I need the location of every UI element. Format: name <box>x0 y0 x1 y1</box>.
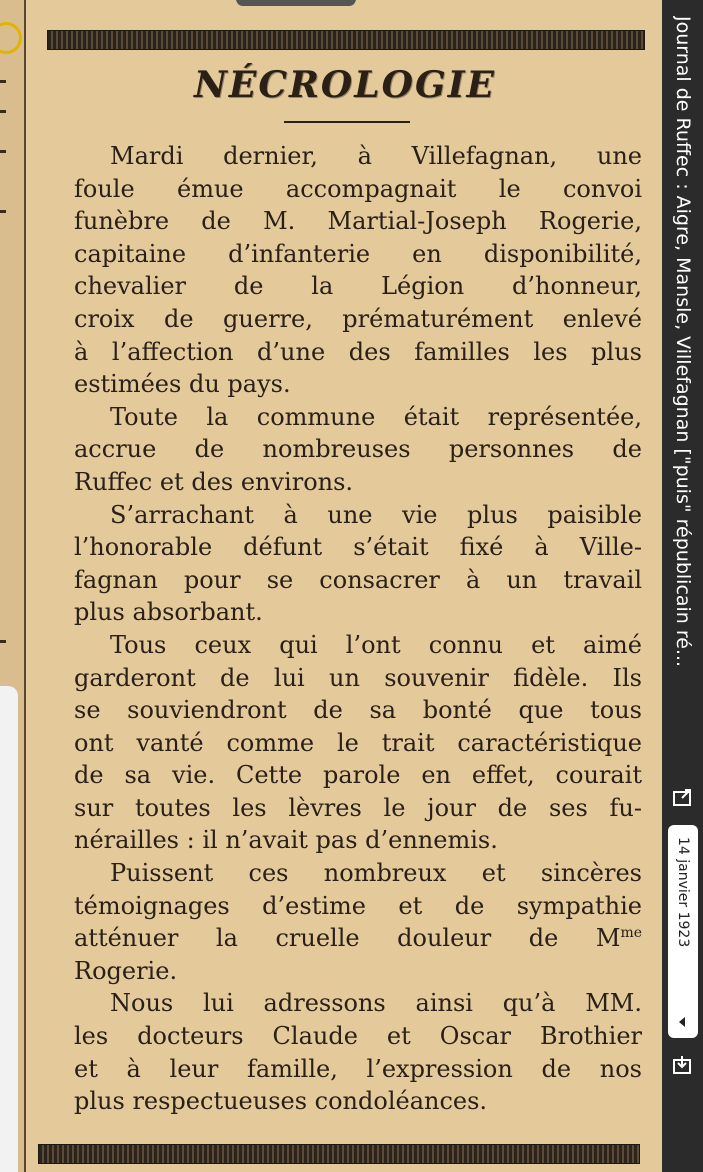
text-line: plus respectueuses condoléances. <box>74 1087 488 1116</box>
text-line: Toute la commune était représentée, <box>110 402 642 431</box>
date-selector[interactable] <box>668 825 698 1038</box>
text-line: Rogerie. <box>74 956 178 985</box>
paragraph <box>38 857 642 987</box>
top-decorative-rule <box>47 30 645 50</box>
download-icon[interactable] <box>672 1054 694 1076</box>
text-line: l’honorable défunt s’était fixé à Ville- <box>74 533 642 562</box>
drag-handle[interactable] <box>236 0 356 6</box>
text-line: Mardi dernier, à Villefagnan, une <box>110 142 642 170</box>
text-line: capitaine d’infanterie en disponibilité, <box>74 239 642 268</box>
text-line: Tous ceux qui l’ont connu et aimé <box>110 630 642 659</box>
paragraph <box>38 140 642 401</box>
superscript: me <box>620 925 642 942</box>
text-line: témoignages d’estime et de sympathie <box>74 891 642 920</box>
text-line: Nous lui adressons ainsi qu’à MM. <box>110 989 642 1018</box>
text-line: plus absorbant. <box>74 598 263 627</box>
text-line: les docteurs Claude et Oscar Brothier <box>74 1022 642 1051</box>
text-line: accrue de nombreuses personnes de <box>74 435 642 464</box>
share-icon[interactable] <box>672 786 694 808</box>
paragraph <box>38 987 642 1117</box>
issue-date: 14 janvier 1923 <box>675 837 691 948</box>
text-line: sur toutes les lèvres le jour de ses fu- <box>74 793 642 822</box>
paragraph <box>38 401 642 499</box>
document-sidebar <box>662 0 703 1172</box>
text-line: S’arrachant à une vie plus paisible <box>110 500 642 529</box>
text-line: funèbre de M. Martial-Joseph Rogerie, <box>74 207 642 236</box>
text-line: ont vanté comme le trait caractéristique <box>74 728 642 757</box>
text-line: foule émue accompagnait le convoi <box>74 174 642 203</box>
text-line: croix de guerre, prématurément enlevé <box>74 304 642 333</box>
text-line <box>38 922 642 955</box>
text-line: chevalier de la Légion d’honneur, <box>74 272 642 301</box>
text-fragment: atténuer la cruelle douleur de M <box>74 924 621 953</box>
text-line: nérailles : il n’avait pas d’ennemis. <box>74 826 498 855</box>
article-body <box>38 140 642 1118</box>
chevron-left-icon[interactable] <box>679 1017 685 1027</box>
headline-underline <box>284 121 410 123</box>
text-line: et à leur famille, l’expression de nos <box>74 1054 642 1083</box>
article-headline: NÉCROLOGIE <box>194 64 496 106</box>
bottom-decorative-rule <box>38 1144 640 1164</box>
text-line: garderont de lui un souvenir fidèle. Ils <box>74 663 642 692</box>
text-line: Puissent ces nombreux et sincères <box>110 859 642 888</box>
text-line: à l’affection d’une des familles les plus <box>74 337 642 366</box>
text-line: se souviendront de sa bonté que tous <box>74 696 642 725</box>
paragraph <box>38 499 642 629</box>
text-line: Ruffec et des environs. <box>74 467 354 496</box>
text-line: estimées du pays. <box>74 370 291 399</box>
document-title[interactable]: Journal de Ruffec : Aigre, Mansle, Villefagnan ["puis" républicain ré... <box>672 16 694 668</box>
paragraph <box>38 629 642 857</box>
text-line: fagnan pour se consacrer à un travail <box>74 565 642 594</box>
text-line: de sa vie. Cette parole en effet, courait <box>74 761 642 790</box>
side-panel-edge <box>0 686 18 1172</box>
